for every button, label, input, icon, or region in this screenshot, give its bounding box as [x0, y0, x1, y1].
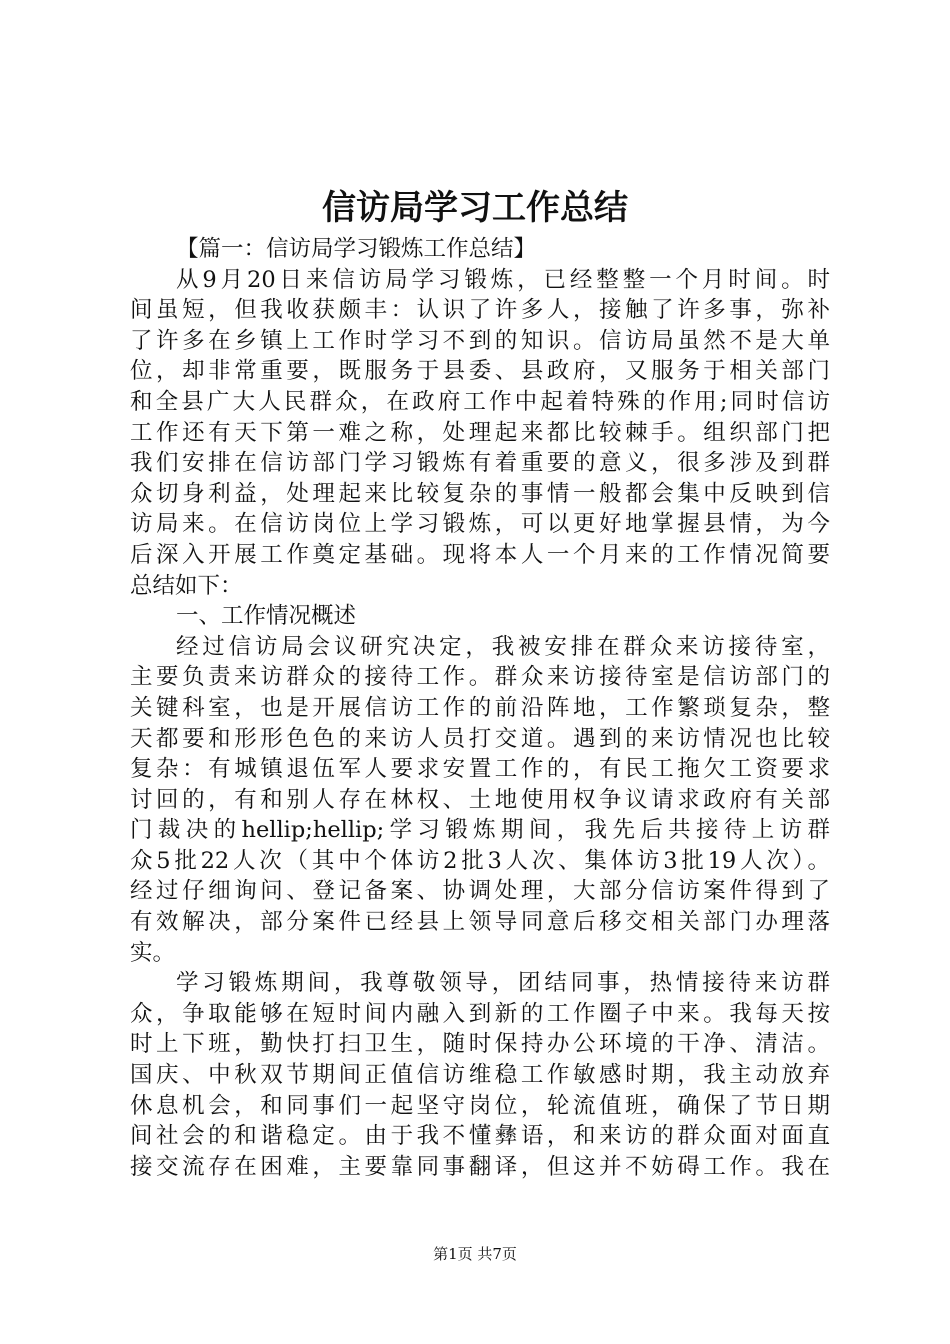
- text-line: 时上下班，勤快打扫卫生，随时保持办公环境的干净、清洁。: [130, 1031, 830, 1058]
- text-line: 复杂：有城镇退伍军人要求安置工作的，有民工拖欠工资要求: [130, 756, 830, 783]
- text-line: 学习锻炼期间，我尊敬领导，团结同事，热情接待来访群: [176, 970, 830, 997]
- text-line: 一、工作情况概述: [176, 603, 357, 630]
- text-line: 天都要和形形色色的来访人员打交道。遇到的来访情况也比较: [130, 725, 830, 752]
- text-line: 我们安排在信访部门学习锻炼有着重要的意义，很多涉及到群: [130, 450, 830, 477]
- text-line: 众，争取能够在短时间内融入到新的工作圈子中来。我每天按: [130, 1000, 830, 1027]
- text-line: 国庆、中秋双节期间正值信访维稳工作敏感时期，我主动放弃: [130, 1062, 830, 1089]
- text-line: 门裁决的hellip;hellip;学习锻炼期间，我先后共接待上访群: [130, 817, 830, 844]
- text-line: 讨回的，有和别人存在林权、土地使用权争议请求政府有关部: [130, 786, 830, 813]
- text-line: 实。: [130, 939, 176, 966]
- text-line: 众切身利益，处理起来比较复杂的事情一般都会集中反映到信: [130, 480, 830, 507]
- text-line: 关键科室，也是开展信访工作的前沿阵地，工作繁琐复杂，整: [130, 694, 830, 721]
- text-line: 工作还有天下第一难之称，处理起来都比较棘手。组织部门把: [130, 419, 830, 446]
- text-line: 间社会的和谐稳定。由于我不懂彝语，和来访的群众面对面直: [130, 1123, 830, 1150]
- text-line: 间虽短，但我收获颇丰：认识了许多人，接触了许多事，弥补: [130, 297, 830, 324]
- text-line: 众5批22人次（其中个体访2批3人次、集体访3批19人次）。: [130, 847, 830, 874]
- text-line: 经过仔细询问、登记备案、协调处理，大部分信访案件得到了: [130, 878, 830, 905]
- text-line: 位，却非常重要，既服务于县委、县政府，又服务于相关部门: [130, 358, 830, 385]
- text-line: 接交流存在困难，主要靠同事翻译，但这并不妨碍工作。我在: [130, 1153, 830, 1180]
- text-line: 经过信访局会议研究决定，我被安排在群众来访接待室，: [176, 633, 830, 660]
- text-line: 主要负责来访群众的接待工作。群众来访接待室是信访部门的: [130, 664, 830, 691]
- document-body: [130, 234, 830, 1182]
- text-line: 和全县广大人民群众，在政府工作中起着特殊的作用;同时信访: [130, 388, 830, 415]
- text-line: 【篇一：信访局学习锻炼工作总结】: [176, 236, 537, 262]
- text-line: 访局来。在信访岗位上学习锻炼，可以更好地掌握县情，为今: [130, 511, 830, 538]
- text-line: 从9月20日来信访局学习锻炼，已经整整一个月时间。时: [176, 266, 830, 293]
- document-title: 信访局学习工作总结: [322, 188, 628, 228]
- text-line: 了许多在乡镇上工作时学习不到的知识。信访局虽然不是大单: [130, 327, 830, 354]
- text-line: 总结如下：: [130, 572, 243, 599]
- text-line: 休息机会，和同事们一起坚守岗位，轮流值班，确保了节日期: [130, 1092, 830, 1119]
- text-line: 后深入开展工作奠定基础。现将本人一个月来的工作情况简要: [130, 541, 830, 568]
- text-line: 有效解决，部分案件已经县上领导同意后移交相关部门办理落: [130, 909, 830, 936]
- page-footer: 第1页 共7页: [433, 1245, 517, 1263]
